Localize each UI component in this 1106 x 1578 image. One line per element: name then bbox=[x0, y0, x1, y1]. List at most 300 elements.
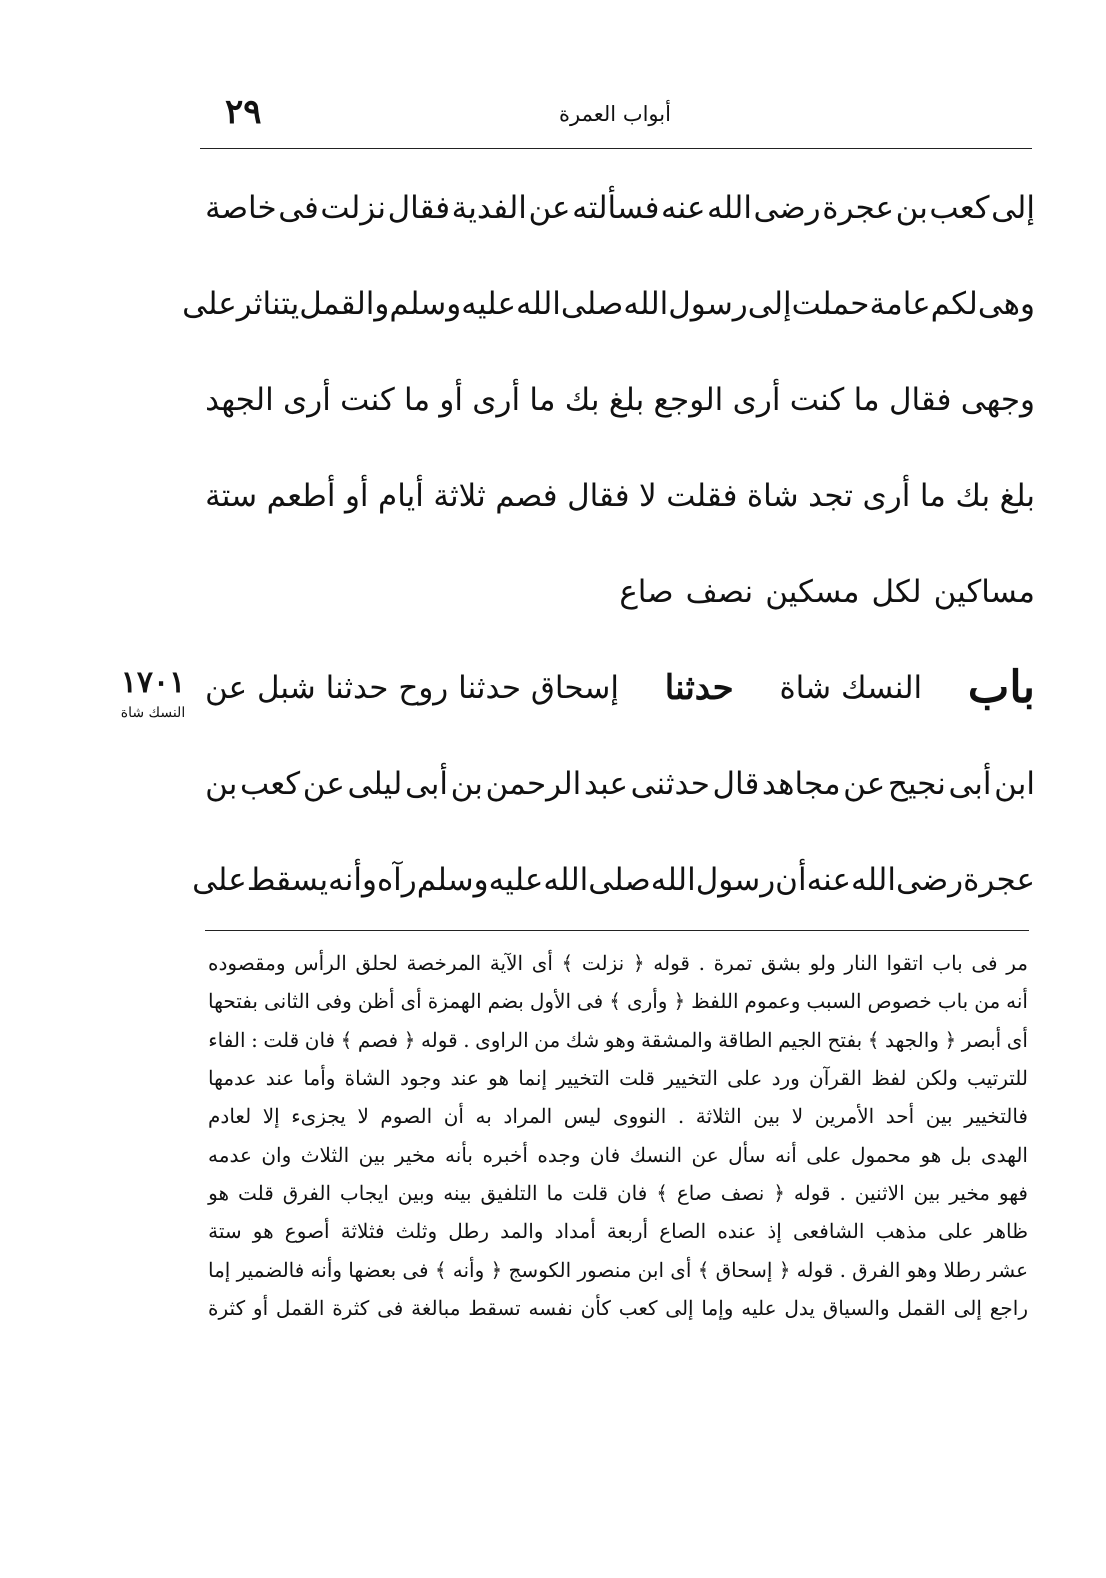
word: الطاقة bbox=[718, 1027, 773, 1052]
word: ظاهر bbox=[984, 1219, 1028, 1244]
word: أيام bbox=[378, 477, 424, 514]
word: ثلاثة bbox=[433, 477, 486, 514]
main-text bbox=[182, 160, 1035, 928]
word: عنه bbox=[660, 189, 706, 226]
word: ﴿ bbox=[490, 1257, 503, 1282]
word: أرى bbox=[472, 381, 521, 418]
word: عند bbox=[450, 1066, 479, 1091]
word: على bbox=[806, 1142, 842, 1167]
word: بن bbox=[895, 189, 928, 226]
word: وهو bbox=[604, 1027, 636, 1052]
word: نزلت bbox=[581, 951, 625, 976]
word: مخير bbox=[394, 1142, 436, 1167]
word: التلفيق bbox=[480, 1180, 538, 1205]
word: أخبره bbox=[482, 1142, 528, 1167]
word: أبصر bbox=[961, 1027, 1002, 1052]
word: إلى bbox=[665, 1295, 694, 1320]
word: قلت bbox=[619, 1066, 655, 1091]
word: بلغ bbox=[608, 381, 645, 418]
word: فقال bbox=[888, 381, 952, 418]
word: فالضمير bbox=[236, 1257, 305, 1282]
word: بين bbox=[913, 1180, 941, 1205]
word: أن bbox=[775, 861, 807, 898]
word: أى bbox=[400, 989, 422, 1014]
word: فقال bbox=[387, 189, 451, 226]
word: ما bbox=[529, 381, 556, 418]
word: فان bbox=[304, 1027, 336, 1052]
word: منصور bbox=[577, 1257, 632, 1282]
word: ما bbox=[853, 381, 880, 418]
word: الشافعى bbox=[792, 1219, 865, 1244]
haddathana-word: حدثنا bbox=[664, 668, 734, 708]
word: وان bbox=[261, 1142, 292, 1167]
word: رآه bbox=[376, 861, 417, 898]
word: على bbox=[938, 1219, 974, 1244]
word: ﴿ bbox=[773, 1180, 785, 1205]
word: الفاء bbox=[208, 1027, 246, 1052]
footnote-line bbox=[208, 1250, 1028, 1288]
word: فهو bbox=[998, 1180, 1028, 1205]
word: بفتحها bbox=[208, 989, 258, 1014]
word: عليه bbox=[741, 1295, 777, 1320]
chapter-heading-line bbox=[205, 640, 1035, 736]
word: فى bbox=[971, 951, 998, 976]
word: لكم bbox=[930, 285, 978, 322]
word: كأن bbox=[580, 1295, 611, 1320]
main-line bbox=[205, 544, 1035, 640]
hadith-number: ١٧٠١ bbox=[120, 665, 186, 700]
word: اللفظ bbox=[691, 989, 739, 1014]
word: أطعم bbox=[266, 477, 336, 514]
word: وبين bbox=[397, 1180, 435, 1205]
word: مر bbox=[1006, 951, 1028, 976]
word: حملت bbox=[791, 285, 870, 322]
word: مسكين bbox=[765, 573, 860, 610]
word: فالتخيير bbox=[964, 1104, 1028, 1129]
word: مخير bbox=[949, 1180, 990, 1205]
word: الجيم bbox=[778, 1027, 822, 1052]
footnote-line bbox=[208, 944, 1028, 982]
word: الهدى bbox=[980, 1142, 1028, 1167]
word: بشق bbox=[760, 951, 801, 976]
word: عليه bbox=[461, 285, 516, 322]
word: عنه bbox=[806, 861, 852, 898]
word: قوله bbox=[420, 1027, 458, 1052]
main-line bbox=[192, 832, 1035, 928]
main-line bbox=[205, 736, 1035, 832]
word: قلت bbox=[263, 1027, 300, 1052]
word: الأول bbox=[529, 989, 572, 1014]
word: على bbox=[727, 1066, 763, 1091]
word: خاصة bbox=[205, 189, 277, 226]
word: صلى bbox=[560, 285, 624, 322]
footnote-line bbox=[208, 1174, 1028, 1212]
word: فصم bbox=[495, 477, 558, 514]
word: بك bbox=[564, 381, 600, 418]
word: نصف bbox=[685, 573, 754, 610]
word: الراوى bbox=[475, 1027, 529, 1052]
word: إذ bbox=[767, 1219, 782, 1244]
word: عبد bbox=[583, 765, 629, 802]
word: قلت bbox=[237, 1180, 274, 1205]
word: أى bbox=[1006, 1027, 1028, 1052]
word: لا bbox=[357, 1104, 369, 1129]
word: ابن bbox=[637, 1257, 665, 1282]
word: ولكن bbox=[915, 1066, 958, 1091]
word: القمل bbox=[275, 1295, 325, 1320]
word: من bbox=[534, 1027, 561, 1052]
word: أرى bbox=[732, 381, 781, 418]
word: الكوسج bbox=[508, 1257, 572, 1282]
word: خصوص bbox=[867, 989, 932, 1014]
word: عجرة bbox=[963, 861, 1035, 898]
word: وأنه bbox=[310, 1257, 343, 1282]
word: تمرة bbox=[713, 951, 753, 976]
footnote-line bbox=[208, 1135, 1028, 1173]
word: الرأس bbox=[294, 951, 347, 976]
running-title: أبواب العمرة bbox=[559, 102, 671, 126]
hadith-topic-note: النسك شاة bbox=[120, 705, 186, 721]
word: صاع bbox=[676, 1180, 712, 1205]
word: الله bbox=[543, 861, 589, 898]
word: وأما bbox=[303, 1066, 336, 1091]
word: لفظ bbox=[871, 1066, 907, 1091]
word: رضى bbox=[896, 861, 964, 898]
word: الفرق bbox=[852, 1257, 901, 1282]
word: ما bbox=[404, 381, 431, 418]
word: ﴾ bbox=[656, 1180, 668, 1205]
main-line bbox=[205, 448, 1035, 544]
word: هو bbox=[488, 1066, 510, 1091]
word: . bbox=[677, 1104, 685, 1129]
word: ما bbox=[546, 1180, 564, 1205]
word: والسياق bbox=[822, 1295, 890, 1320]
word: الله bbox=[650, 861, 696, 898]
word: نفسه bbox=[528, 1295, 573, 1320]
word: بين bbox=[753, 1104, 781, 1129]
word: وجده bbox=[537, 1142, 581, 1167]
word: أنه bbox=[1006, 989, 1028, 1014]
word: بين bbox=[358, 1142, 386, 1167]
word: وفى bbox=[315, 989, 352, 1014]
word: أن bbox=[443, 1104, 464, 1129]
word: ﴿ bbox=[403, 1027, 416, 1052]
word: رطلا bbox=[943, 1257, 981, 1282]
word: أظن bbox=[357, 989, 395, 1014]
word: قوله bbox=[796, 1257, 834, 1282]
footnote-line bbox=[208, 1289, 1028, 1327]
word: ﴾ bbox=[561, 951, 574, 976]
word: وجهى bbox=[960, 381, 1035, 418]
word: إلا bbox=[262, 1104, 280, 1129]
word: أو bbox=[439, 381, 463, 418]
word: . bbox=[839, 1257, 846, 1282]
word: أو bbox=[252, 1295, 269, 1320]
word: نزلت bbox=[320, 189, 387, 226]
word: أرى bbox=[862, 477, 911, 514]
word: أى bbox=[670, 1257, 692, 1282]
footnote-line bbox=[208, 1212, 1028, 1250]
word: فثلاثة bbox=[340, 1219, 385, 1244]
word: لعادم bbox=[208, 1104, 252, 1129]
word: إلى bbox=[953, 1295, 982, 1320]
word: إما bbox=[208, 1257, 231, 1282]
word: تجد bbox=[808, 477, 853, 514]
word: ﴾ bbox=[340, 1027, 353, 1052]
word: مجاهد bbox=[761, 765, 841, 802]
word: وعموم bbox=[744, 989, 801, 1014]
word: التخيير bbox=[556, 1066, 610, 1091]
word: نصف bbox=[720, 1180, 765, 1205]
word: الثلاث bbox=[300, 1142, 350, 1167]
word: الله bbox=[623, 285, 669, 322]
word: شاة bbox=[746, 477, 799, 514]
word: باب bbox=[937, 989, 969, 1014]
page-number: ٢٩ bbox=[225, 92, 262, 132]
word: رطل bbox=[448, 1219, 489, 1244]
footnote-divider bbox=[205, 930, 1029, 931]
word: وأنه bbox=[328, 861, 377, 898]
main-line bbox=[205, 160, 1035, 256]
word: صاع bbox=[619, 573, 674, 610]
word: عن bbox=[528, 189, 571, 226]
word: عن bbox=[302, 765, 345, 802]
word: مبالغة bbox=[411, 1295, 461, 1320]
word: بينه bbox=[443, 1180, 472, 1205]
word: عنده bbox=[717, 1219, 757, 1244]
word: أصوع bbox=[284, 1219, 330, 1244]
word: ﴿ bbox=[632, 951, 645, 976]
word: الهمزة bbox=[427, 989, 482, 1014]
word: ولو bbox=[809, 951, 836, 976]
word: بعضها bbox=[348, 1257, 397, 1282]
word: على bbox=[182, 285, 237, 322]
word: رضى bbox=[753, 189, 821, 226]
word: ﴿ bbox=[673, 989, 686, 1014]
word: أى bbox=[531, 951, 553, 976]
word: صلى bbox=[588, 861, 651, 898]
word: هو bbox=[252, 1219, 274, 1244]
word: فصم bbox=[357, 1027, 399, 1052]
word: قال bbox=[712, 765, 760, 802]
word: مذهب bbox=[875, 1219, 927, 1244]
word: ليلى bbox=[347, 765, 403, 802]
word: إنما bbox=[518, 1066, 548, 1091]
word: ﴿ bbox=[778, 1257, 791, 1282]
word: النووى bbox=[612, 1104, 667, 1129]
word: . bbox=[698, 951, 705, 976]
word: أبى bbox=[948, 765, 992, 802]
word: فقال bbox=[567, 477, 630, 514]
word: لحلق bbox=[355, 951, 398, 976]
word: يتناثر bbox=[236, 285, 300, 322]
word: بك bbox=[955, 477, 991, 514]
word: الفرق bbox=[282, 1180, 332, 1205]
word: عامة bbox=[869, 285, 931, 322]
word: تسقط bbox=[468, 1295, 521, 1320]
word: المرخصة bbox=[406, 951, 482, 976]
word: ايجاب bbox=[339, 1180, 389, 1205]
word: إسحاق bbox=[715, 1257, 773, 1282]
word: الله bbox=[851, 861, 896, 898]
word: والقمل bbox=[299, 285, 390, 322]
word: وجود bbox=[399, 1066, 442, 1091]
word: عدمه bbox=[208, 1142, 252, 1167]
word: شك bbox=[565, 1027, 600, 1052]
word: وأنه bbox=[452, 1257, 485, 1282]
word: الاثنين bbox=[854, 1180, 905, 1205]
word: به bbox=[475, 1104, 492, 1129]
word: هو bbox=[208, 1180, 230, 1205]
word: مساكين bbox=[933, 573, 1035, 610]
word: القمل bbox=[897, 1295, 946, 1320]
word: النسك bbox=[629, 1142, 683, 1167]
word: عجرة bbox=[822, 189, 895, 226]
word: سأل bbox=[728, 1142, 766, 1167]
word: عدمها bbox=[208, 1066, 257, 1091]
word: لا bbox=[639, 477, 657, 514]
word: أنه bbox=[774, 1142, 797, 1167]
word: وهو bbox=[906, 1257, 938, 1282]
word: ما bbox=[919, 477, 946, 514]
word: أمداد bbox=[554, 1219, 596, 1244]
word: رسول bbox=[695, 861, 776, 898]
word: بفتح bbox=[827, 1027, 863, 1052]
word: فى bbox=[278, 189, 319, 226]
word: الوجع bbox=[653, 381, 724, 418]
word: والمد bbox=[500, 1219, 544, 1244]
word: يدل bbox=[784, 1295, 815, 1320]
word: ليس bbox=[563, 1104, 602, 1129]
word: ﴾ bbox=[697, 1257, 710, 1282]
word: ستة bbox=[208, 1219, 242, 1244]
word: أبى bbox=[404, 765, 449, 802]
word: قوله bbox=[793, 1180, 831, 1205]
word: عليه bbox=[488, 861, 544, 898]
bab-label: باب bbox=[967, 662, 1035, 713]
word: ﴾ bbox=[867, 1027, 880, 1052]
word: النار bbox=[844, 951, 878, 976]
word: بن bbox=[450, 765, 483, 802]
word: كعب bbox=[929, 189, 990, 226]
word: وهى bbox=[977, 285, 1035, 322]
word: باب bbox=[932, 951, 963, 976]
word: التخيير bbox=[664, 1066, 718, 1091]
word: القرآن bbox=[809, 1066, 863, 1091]
word: : bbox=[251, 1027, 258, 1052]
word: الأمرين bbox=[814, 1104, 875, 1129]
word: محمول bbox=[850, 1142, 911, 1167]
isnad-text: إسحاق حدثنا روح حدثنا شبل عن bbox=[205, 669, 619, 706]
word: بن bbox=[205, 765, 238, 802]
word: فى bbox=[377, 1295, 404, 1320]
word: إلى bbox=[991, 189, 1035, 226]
word: عن bbox=[843, 765, 886, 802]
main-line bbox=[205, 352, 1035, 448]
word: الرحمن bbox=[485, 765, 582, 802]
word: بل bbox=[950, 1142, 972, 1167]
word: يسقط bbox=[246, 861, 329, 898]
word: كعب bbox=[239, 765, 301, 802]
word: لكل bbox=[871, 573, 922, 610]
word: من bbox=[974, 989, 1001, 1014]
word: . bbox=[463, 1027, 470, 1052]
word: فى bbox=[402, 1257, 429, 1282]
word: السبب bbox=[806, 989, 862, 1014]
word: كثرة bbox=[208, 1295, 246, 1320]
footnote-line bbox=[208, 982, 1028, 1020]
word: ﴿ bbox=[944, 1027, 957, 1052]
header-divider bbox=[200, 148, 1032, 149]
word: الصاع bbox=[659, 1219, 707, 1244]
word: الثلاثة bbox=[695, 1104, 742, 1129]
word: يجزىء bbox=[291, 1104, 346, 1129]
word: وثلث bbox=[395, 1219, 438, 1244]
word: كنت bbox=[340, 381, 395, 418]
word: الآية bbox=[489, 951, 524, 976]
word: أو bbox=[344, 477, 369, 514]
word: ﴾ bbox=[609, 989, 621, 1014]
word: وسلم bbox=[389, 285, 462, 322]
word: الشاة bbox=[344, 1066, 391, 1091]
word: الصوم bbox=[380, 1104, 433, 1129]
word: الله bbox=[707, 189, 752, 226]
footnote-line bbox=[208, 1097, 1028, 1135]
word: فان bbox=[616, 1180, 648, 1205]
word: عند bbox=[265, 1066, 295, 1091]
running-head bbox=[200, 92, 1030, 142]
word: . bbox=[839, 1180, 846, 1205]
word: وإما bbox=[701, 1295, 734, 1320]
word: وسلم bbox=[416, 861, 489, 898]
word: بضم bbox=[487, 989, 524, 1014]
word: راجع bbox=[989, 1295, 1028, 1320]
word: أرى bbox=[283, 381, 331, 418]
word: قوله bbox=[653, 951, 690, 976]
word: الثانى bbox=[263, 989, 310, 1014]
word: ابن bbox=[994, 765, 1035, 802]
word: وأرى bbox=[626, 989, 668, 1014]
word: كنت bbox=[789, 381, 845, 418]
word: بين bbox=[925, 1104, 953, 1129]
word: فان bbox=[589, 1142, 621, 1167]
word: اتقوا bbox=[886, 951, 924, 976]
word: عن bbox=[691, 1142, 719, 1167]
word: حدثنى bbox=[630, 765, 710, 802]
word: ستة bbox=[205, 477, 258, 514]
footnote-line bbox=[208, 1021, 1028, 1059]
word: عشر bbox=[987, 1257, 1028, 1282]
word: بلغ bbox=[999, 477, 1035, 514]
word: أربعة bbox=[606, 1219, 649, 1244]
main-line bbox=[182, 256, 1035, 352]
word: فقلت bbox=[666, 477, 738, 514]
word: للترتيب bbox=[966, 1066, 1028, 1091]
word: بأنه bbox=[445, 1142, 473, 1167]
word: ﴾ bbox=[434, 1257, 447, 1282]
word: المراد bbox=[503, 1104, 553, 1129]
word: لا bbox=[791, 1104, 804, 1129]
word: نجيح bbox=[887, 765, 946, 802]
footnotes bbox=[208, 944, 1028, 1327]
word: والمشقة bbox=[640, 1027, 713, 1052]
word: ومقصوده bbox=[208, 951, 286, 976]
word: رسول bbox=[668, 285, 748, 322]
footnote-line bbox=[208, 1059, 1028, 1097]
word: هو bbox=[920, 1142, 942, 1167]
word: أحد bbox=[885, 1104, 915, 1129]
word: الله bbox=[515, 285, 561, 322]
